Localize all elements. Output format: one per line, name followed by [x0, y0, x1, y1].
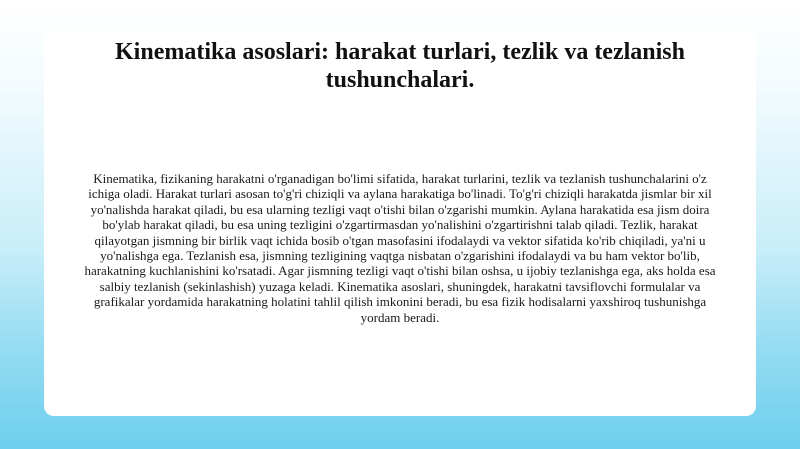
- slide-body-text: Kinematika, fizikaning harakatni o'rganadigan bo'limi sifatida, harakat turlarini, tezlik va tezlanish tushunchalarini o'z ichiga oladi. Harakat turlari asosan to'g'ri chiziqli va aylana harakatiga bo'linadi. To'g'ri chiziqli harakatda jismlar bir xil yo'nalishda harakat qiladi, bu esa ularning tezligi vaqt o'tishi bilan o'zgarishi mumkin. Aylana harakatida esa jism doira bo'ylab harakat qiladi, bu esa uning tezligini o'zgartirmasdan yo'nalishini o'zgartirishni talab qiladi. Tezlik, harakat qilayotgan jismning bir birlik vaqt ichida bosib o'tgan masofasini ifodalaydi va vektor sifatida ko'rib chiqiladi, ya'ni u yo'nalishga ega. Tezlanish esa, jismning tezligining vaqtga nisbatan o'zgarishini ifodalaydi va bu ham vektor bo'lib, harakatning kuchlanishini ko'rsatadi. Agar jismning tezligi vaqt o'tishi bilan oshsa, u ijobiy tezlanishga ega, aks holda esa salbiy tezlanish (sekinlashish) yuzaga keladi. Kinematika asoslari, shuningdek, harakatni tavsiflovchi formulalar va grafikalar yordamida harakatning holatini tahlil qilish imkonini beradi, bu esa fizik hodisalarni yaxshiroq tushunishga yordam beradi.: [84, 171, 716, 325]
- slide-title: Kinematika asoslari: harakat turlari, tezlik va tezlanish tushunchalari.: [115, 39, 685, 93]
- slide-card: [44, 30, 756, 416]
